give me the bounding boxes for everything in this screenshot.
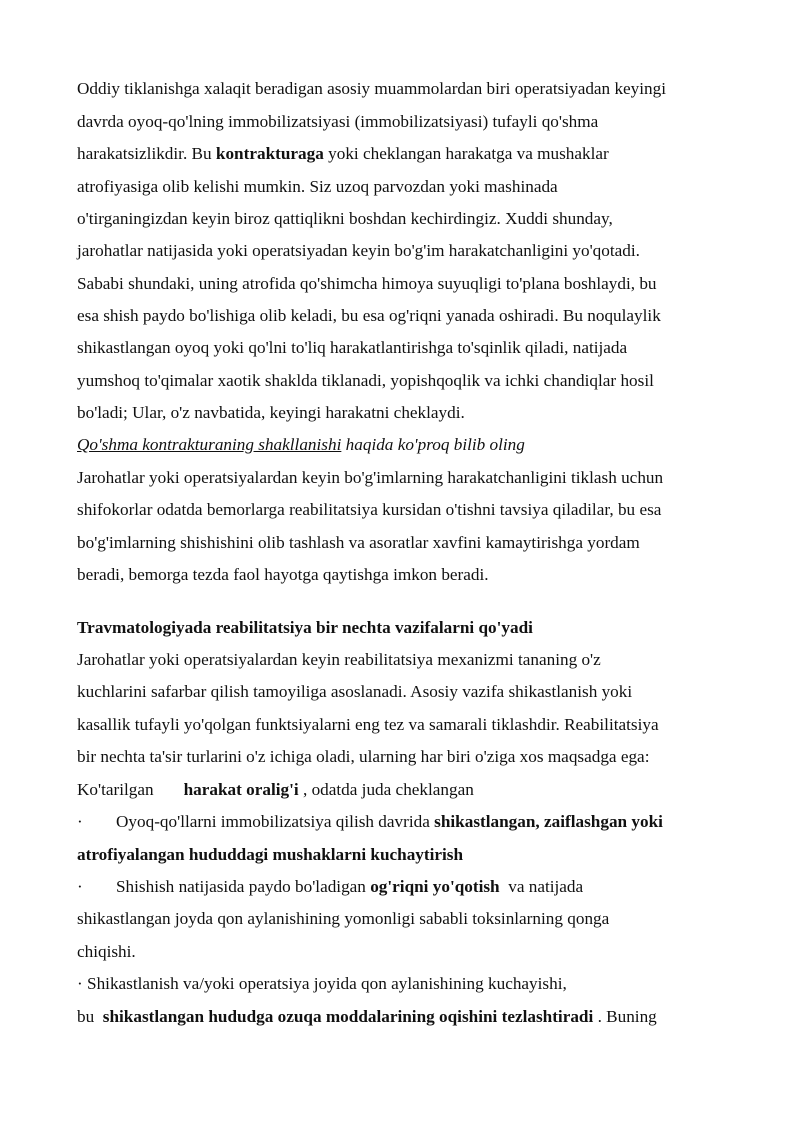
text-run: harakatsizlikdir. Bu	[77, 144, 216, 163]
paragraph-2-line-1: Jarohatlar yoki operatsiyalardan keyin bo'g'imlarning harakatchanligini tiklash uchun	[77, 468, 664, 487]
list-item-4-line-2	[77, 1008, 657, 1025]
section-heading: Travmatologiyada reabilitatsiya bir nechta vazifalarni qo'yadi	[77, 618, 533, 637]
paragraph-1-line-8: esa shish paydo bo'lishiga olib keladi, bu esa og'riqni yanada oshiradi. Bu noqulaylik	[77, 306, 661, 325]
paragraph-1-line-3	[77, 145, 609, 162]
paragraph-1-line-10: yumshoq to'qimalar xaotik shaklda tiklanadi, yopishqoqlik va ichki chandiqlar hosil	[77, 371, 654, 390]
text-run: Oyoq-qo'llarni immobilizatsiya qilish davrida	[116, 812, 435, 831]
bullet-icon: ·	[77, 877, 83, 896]
paragraph-2-line-2: shifokorlar odatda bemorlarga reabilitatsiya kursidan o'tishni tavsiya qiladilar, bu esa	[77, 500, 662, 519]
paragraph-3-line-4: bir nechta ta'sir turlarini o'z ichiga oladi, ularning har biri o'ziga xos maqsadga ega:	[77, 747, 650, 766]
paragraph-1-line-5: o'tirganingizdan keyin biroz qattiqlikni boshdan kechirdingiz. Xuddi shunday,	[77, 209, 613, 228]
paragraph-1-line-9: shikastlangan oyoq yoki qo'lni to'liq harakatlantirishga to'sqinlik qiladi, natijada	[77, 338, 628, 357]
bold-term-nutrients: shikastlangan hududga ozuqa moddalarining oqishini tezlashtiradi	[102, 1007, 594, 1026]
list-item-3-line-2: shikastlangan joyda qon aylanishining yomonligi sababli toksinlarning qonga	[77, 909, 610, 928]
learn-more-text: haqida ko'proq bilib oling	[341, 435, 525, 454]
text-run: Ko'tarilgan	[77, 780, 154, 799]
list-item-1	[77, 781, 474, 798]
bullet-icon: ·	[77, 812, 83, 831]
text-run: . Buning	[593, 1007, 657, 1026]
paragraph-3-line-1: Jarohatlar yoki operatsiyalardan keyin reabilitatsiya mexanizmi tananing o'z	[77, 650, 601, 669]
text-run: yoki cheklangan harakatga va mushaklar	[323, 144, 609, 163]
bold-term-muscles: shikastlangan, zaiflashgan yoki	[434, 812, 663, 831]
list-item-3-line-1	[77, 878, 583, 895]
paragraph-1-line-7: Sababi shundaki, uning atrofida qo'shimcha himoya suyuqligi to'plana boshlaydi, bu	[77, 274, 657, 293]
paragraph-2-line-4: beradi, bemorga tezda faol hayotga qaytishga imkon beradi.	[77, 565, 489, 584]
learn-more-line	[77, 436, 525, 453]
paragraph-1-line-4: atrofiyasiga olib kelishi mumkin. Siz uzoq parvozdan yoki mashinada	[77, 177, 558, 196]
paragraph-1-line-1: Oddiy tiklanishga xalaqit beradigan asosiy muammolardan biri operatsiyadan keyingi	[77, 79, 666, 98]
paragraph-1-line-2: davrda oyoq-qo'lning immobilizatsiyasi (immobilizatsiyasi) tufayli qo'shma	[77, 112, 599, 131]
list-item-2-line-2: atrofiyalangan hududdagi mushaklarni kuchaytirish	[77, 845, 464, 864]
text-run: , odatda juda cheklangan	[298, 780, 474, 799]
text-run: Shishish natijasida paydo bo'ladigan	[116, 877, 371, 896]
bold-term-range-of-motion: harakat oralig'i	[183, 780, 299, 799]
list-item-2-line-1	[77, 813, 663, 830]
paragraph-1-line-6: jarohatlar natijasida yoki operatsiyadan keyin bo'g'im harakatchanligini yo'qotadi.	[77, 241, 640, 260]
text-run: Shikastlanish va/yoki operatsiya joyida qon aylanishining kuchayishi,	[82, 974, 567, 993]
paragraph-3-line-2: kuchlarini safarbar qilish tamoyiliga asoslanadi. Asosiy vazifa shikastlanish yoki	[77, 682, 633, 701]
paragraph-3-line-3: kasallik tufayli yo'qolgan funktsiyalarni eng tez va samarali tiklashdir. Reabilitatsiya	[77, 715, 659, 734]
text-run: va natijada	[499, 877, 584, 896]
paragraph-2-line-3: bo'g'imlarning shishishini olib tashlash va asoratlar xavfini kamaytirishga yordam	[77, 533, 640, 552]
paragraph-1-line-11: bo'ladi; Ular, o'z navbatida, keyingi harakatni cheklaydi.	[77, 403, 465, 422]
text-run: bu	[77, 1007, 103, 1026]
list-item-3-line-3: chiqishi.	[77, 942, 136, 961]
bold-term-kontraktura: kontrakturaga	[215, 144, 324, 163]
bullet-icon: ·	[77, 974, 83, 993]
bold-term-pain-relief: og'riqni yo'qotish	[370, 877, 500, 896]
contracture-link[interactable]: Qo'shma kontrakturaning shakllanishi	[77, 435, 342, 454]
list-item-4-line-1	[77, 975, 567, 992]
